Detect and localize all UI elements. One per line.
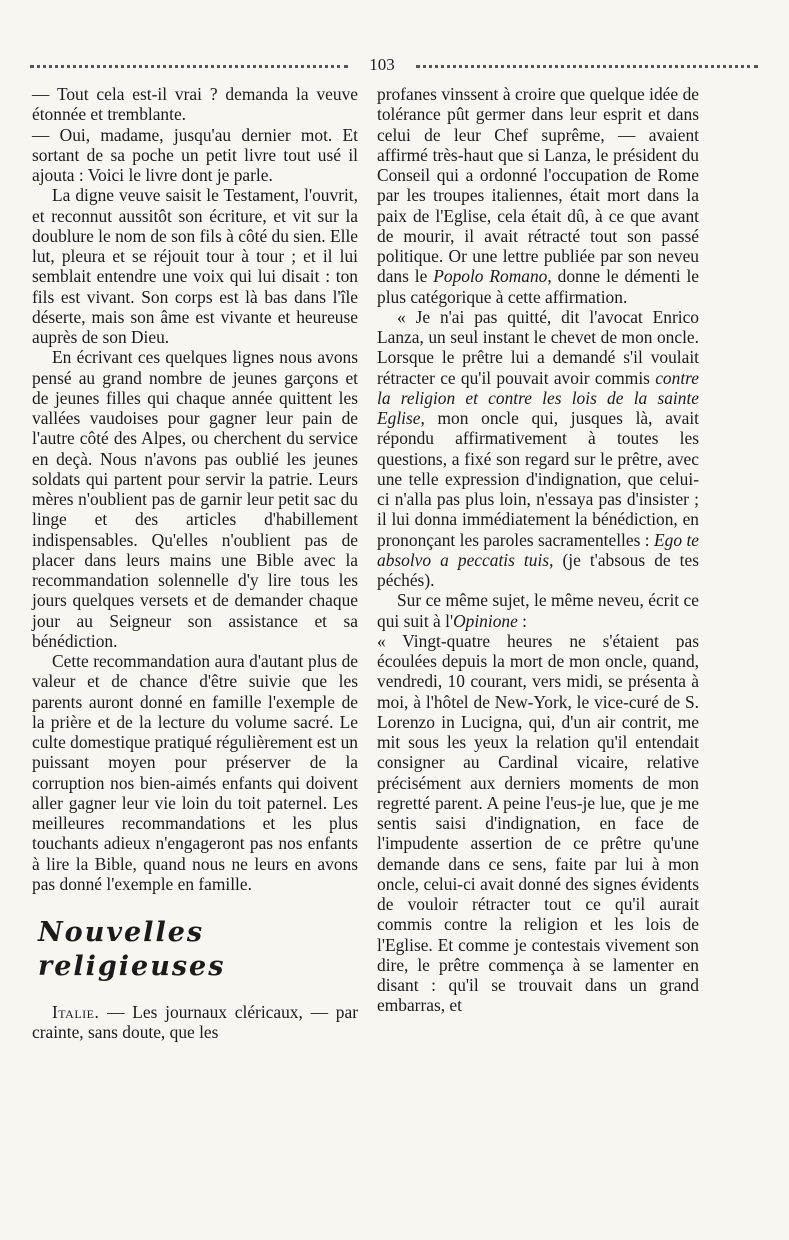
section-title: Nouvelles religieuses xyxy=(38,917,226,982)
right-column xyxy=(377,84,699,1016)
section-text: — Les journaux cléricaux, — par crainte, sans doute, que les xyxy=(32,1002,358,1043)
section-first-paragraph xyxy=(32,1002,358,1043)
header-rule-right xyxy=(416,65,758,68)
italic-run: contre la religion et contre les lois de la sainte Eglise xyxy=(377,367,699,428)
header-rule-left xyxy=(30,65,348,68)
text-run: Sur ce même sujet, le même neveu, écrit ce qui suit à l' xyxy=(377,590,699,631)
paragraph xyxy=(377,590,699,631)
page-number: 103 xyxy=(369,55,395,74)
paragraph: — Oui, madame, jusqu'au dernier mot. Et sortant de sa poche un petit livre tout usé il ajouta : Voici le livre dont je parle. xyxy=(32,124,358,185)
text-run: , donne le démenti le plus catégorique à cette affirmation. xyxy=(377,266,700,307)
italic-run: Popolo Romano xyxy=(433,266,548,287)
left-column xyxy=(32,84,358,1043)
italic-run: Opinione xyxy=(453,610,518,631)
paragraph: Cette recommandation aura d'autant plus de valeur et de chance d'être suivie que les parents auront donné en famille l'exemple de la prière et de la lecture du volume sacré. Le culte domestique pratiqué régulièrement est un puissant moyen pour préserver de la corruption nos bien-aimés enfants qui doivent aller gagner leur vie loin du toit paternel. Les meilleures recommandations et les plus touchants adieux n'engageront pas nos enfants à lire la Bible, quand nous ne leurs en avons pas donné l'exemple en famille. xyxy=(32,651,358,894)
paragraph: La digne veuve saisit le Testament, l'ouvrit, et reconnut aussitôt son écriture, et vit sur la doublure le nom de son fils à côté du sien. Elle lut, pleura et se réjouit tour à tour ; et il lui semblait entendre une voix qui lui disait : ton fils est vivant. Son corps est là bas dans l'île déserte, mais son âme est vivante et heureuse auprès de son Dieu. xyxy=(32,185,358,347)
text-run: : xyxy=(517,610,527,631)
text-run: , (je t'absous de tes péchés). xyxy=(377,549,699,590)
paragraph: En écrivant ces quelques lignes nous avons pensé au grand nombre de jeunes garçons et de jeunes filles qui chaque année quittent les vallées vaudoises pour gagner leur pain de l'autre côté des Alpes, ou cherchent du service en deçà. Nous n'avons pas oublié les jeunes soldats qui partent pour servir la patrie. Leurs mères n'oublient pas de garnir leur petit sac du linge et des articles d'habillement indispensables. Qu'elles n'oublient pas de placer dans leurs mains une Bible avec la recommandation solennelle d'y lire tous les jours quelques versets et de demander chaque jour au Seigneur son assistance et sa bénédiction. xyxy=(32,347,358,651)
text-run: « Je n'ai pas quitté, dit l'avocat Enrico Lanza, un seul instant le chevet de mon oncle. Lorsque le prêtre lui a demandé s'il voulait rétracter ce qu'il pouvait avoir commis xyxy=(377,306,699,388)
text-run: profanes vinssent à croire que quelque idée de tolérance pût germer dans leur esprit et dans celui de leur Chef suprême, — avaient affirmé très-haut que si Lanza, le président du Conseil qui a ordonné l'occupation de Rome par les troupes italiennes, était mort dans la paix de l'Eglise, cela était dû, à ce que avant de mourir, il avait rétracté tout son passé politique. Or une lettre publiée par son neveu dans le xyxy=(377,84,699,287)
page-header xyxy=(30,54,758,76)
paragraph: « Vingt-quatre heures ne s'étaient pas écoulées depuis la mort de mon oncle, quand, vendredi, 10 courant, vers midi, se présenta à moi, à l'hôtel de New-York, le vice-curé de S. Lorenzo in Lucigna, qui, d'un air contrit, me mit sous les yeux la relation qu'il entendait consigner au Cardinal vicaire, relative précisément aux derniers moments de mon regretté parent. A peine l'eus-je lue, que je me sentis saisi d'indignation, en face de l'impudente assertion de ce prêtre qu'une demande dans ce sens, faite par lui à mon oncle, celui-ci avait donné des signes évidents de vouloir rétracter tout ce qu'il aurait commis contre la religion et les lois de l'Eglise. Et comme je contestais vivement son dire, le prêtre commença à se lamenter en disant : qu'il se trouvait dans un grand embarras, et xyxy=(377,630,699,1016)
paragraph xyxy=(377,307,699,591)
italic-run: Ego te absolvo a peccatis tuis xyxy=(377,529,699,570)
section-lead: Italie. xyxy=(52,1002,100,1022)
text-run: , mon oncle qui, jusques là, avait répondu affirmativement à toutes les questions, a fixé son regard sur le prêtre, avec une telle expression d'indignation, que celui-ci n'alla pas plus loin, n'essaya pas d'insister ; il lui donna immédiatement la bénédiction, en prononçant les paroles sacramentelles : xyxy=(377,408,699,550)
paragraph xyxy=(377,84,699,307)
paragraph: — Tout cela est-il vrai ? demanda la veuve étonnée et tremblante. xyxy=(32,84,358,125)
